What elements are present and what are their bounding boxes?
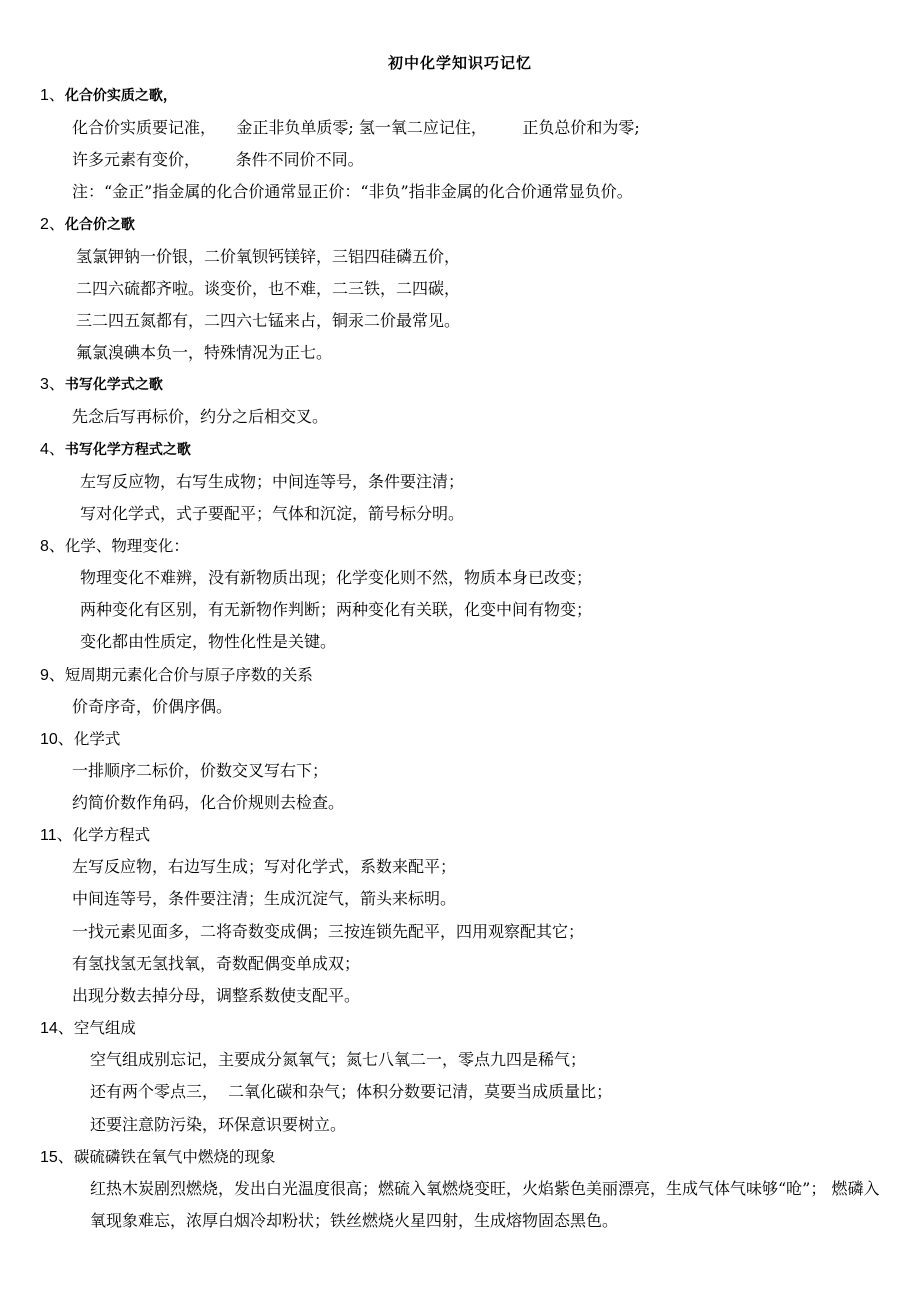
section-heading bbox=[40, 209, 890, 241]
section-number: 8、 bbox=[40, 538, 65, 556]
section-heading bbox=[40, 80, 890, 112]
section-line: 氟氯溴碘本负一，特殊情况为正七。 bbox=[76, 343, 333, 363]
section-line: 价奇序奇，价偶序偶。 bbox=[72, 696, 233, 716]
section bbox=[40, 1012, 890, 1141]
section-line: 许多元素有变价， 条件不同价不同。 bbox=[72, 150, 364, 170]
section-line: 变化都由性质定，物性化性是关键。 bbox=[80, 632, 337, 652]
section-number: 1、 bbox=[40, 87, 65, 104]
section-line: 还有两个零点三， 二氧化碳和杂气；体积分数要记清，莫要当成质量比； bbox=[90, 1082, 613, 1102]
section-number: 3、 bbox=[40, 376, 65, 394]
section bbox=[40, 369, 890, 433]
section-number: 4、 bbox=[40, 440, 65, 458]
section bbox=[40, 80, 890, 209]
section-number: 9、 bbox=[40, 666, 65, 684]
section-line: 化合价实质要记准， 金正非负单质零; 氢一氧二应记住， 正负总价和为零; bbox=[72, 118, 640, 137]
section-number: 15、 bbox=[40, 1148, 74, 1166]
section bbox=[40, 723, 890, 819]
section-heading-text: 书写化学式之歌 bbox=[64, 377, 163, 394]
section-line: 氢氯钾钠一价银，二价氧钡钙镁锌，三铝四硅磷五价， bbox=[76, 246, 461, 266]
section-line: 二四六硫都齐啦。谈变价，也不难，二三铁，二四碳， bbox=[76, 278, 461, 298]
section-heading-text: 化合价之歌 bbox=[64, 216, 135, 233]
section-line: 两种变化有区别，有无新物作判断；两种变化有关联，化变中间有物变； bbox=[80, 600, 593, 620]
section-heading-text: 化学、物理变化： bbox=[64, 537, 189, 556]
section-number: 14、 bbox=[40, 1020, 74, 1038]
section-heading-text: 书写化学方程式之歌 bbox=[64, 441, 191, 458]
section-heading-text: 化合价实质之歌， bbox=[64, 88, 177, 104]
section-line: 中间连等号，条件要注清；生成沉淀气，箭头来标明。 bbox=[72, 889, 457, 909]
section-number: 11、 bbox=[40, 827, 73, 845]
section-line: 还要注意防污染，环保意识要树立。 bbox=[90, 1114, 347, 1134]
section-heading bbox=[40, 819, 890, 851]
section bbox=[40, 819, 890, 1012]
section bbox=[40, 434, 890, 530]
section-number: 2、 bbox=[40, 215, 65, 233]
section-heading bbox=[40, 434, 890, 466]
section-heading bbox=[40, 369, 890, 401]
section-heading bbox=[40, 659, 890, 691]
section-heading bbox=[40, 723, 890, 755]
section-line: 空气组成别忘记，主要成分氮氧气；氮七八氧二一，零点九四是稀气； bbox=[90, 1050, 587, 1070]
section-number: 10、 bbox=[40, 730, 74, 748]
section-line: 左写反应物，右写生成物；中间连等号，条件要注清； bbox=[80, 471, 465, 491]
section-line: 注：“金正”指金属的化合价通常显正价：“非负”指非金属的化合价通常显负价。 bbox=[72, 182, 633, 202]
section-line: 写对化学式，式子要配平；气体和沉淀，箭号标分明。 bbox=[80, 503, 465, 523]
section-line: 有氢找氢无氢找氧，奇数配偶变单成双； bbox=[72, 953, 361, 973]
section bbox=[40, 1141, 890, 1237]
section bbox=[40, 209, 890, 370]
section-heading bbox=[40, 1141, 890, 1173]
section-line: 红热木炭剧烈燃烧，发出白光温度很高；燃硫入氧燃烧变旺，火焰紫色美丽漂亮，生成气体气味够“呛”； 燃磷入氧现象难忘，浓厚白烟冷却粉状；铁丝燃烧火星四射，生成熔物固态黑色。 bbox=[90, 1178, 880, 1231]
section-line: 三二四五氮都有，二四六七锰来占，铜汞二价最常见。 bbox=[76, 311, 461, 331]
section bbox=[40, 530, 890, 659]
section-line: 一找元素见面多，二将奇数变成偶；三按连锁先配平，四用观察配其它； bbox=[72, 921, 585, 941]
section bbox=[40, 659, 890, 723]
section-line: 一排顺序二标价，价数交叉写右下； bbox=[72, 760, 329, 780]
section-heading-text: 化学式 bbox=[73, 729, 121, 748]
section-heading bbox=[40, 1012, 890, 1044]
section-heading-text: 空气组成 bbox=[73, 1019, 136, 1038]
section-heading-text: 短周期元素化合价与原子序数的关系 bbox=[64, 665, 313, 684]
section-heading-text: 碳硫磷铁在氧气中燃烧的现象 bbox=[73, 1147, 276, 1166]
document-title: 初中化学知识巧记忆 bbox=[387, 54, 532, 72]
section-line: 先念后写再标价，约分之后相交叉。 bbox=[72, 407, 329, 427]
section-line: 左写反应物，右边写生成；写对化学式，系数来配平； bbox=[72, 857, 457, 877]
section-heading-text: 化学方程式 bbox=[72, 826, 151, 845]
section-heading bbox=[40, 530, 890, 562]
section-list bbox=[40, 80, 890, 1237]
section-line: 出现分数去掉分母，调整系数使支配平。 bbox=[72, 986, 361, 1006]
section-line: 物理变化不难辨，没有新物质出现；化学变化则不然，物质本身已改变； bbox=[80, 568, 593, 588]
section-line: 约简价数作角码，化合价规则去检查。 bbox=[72, 793, 345, 813]
